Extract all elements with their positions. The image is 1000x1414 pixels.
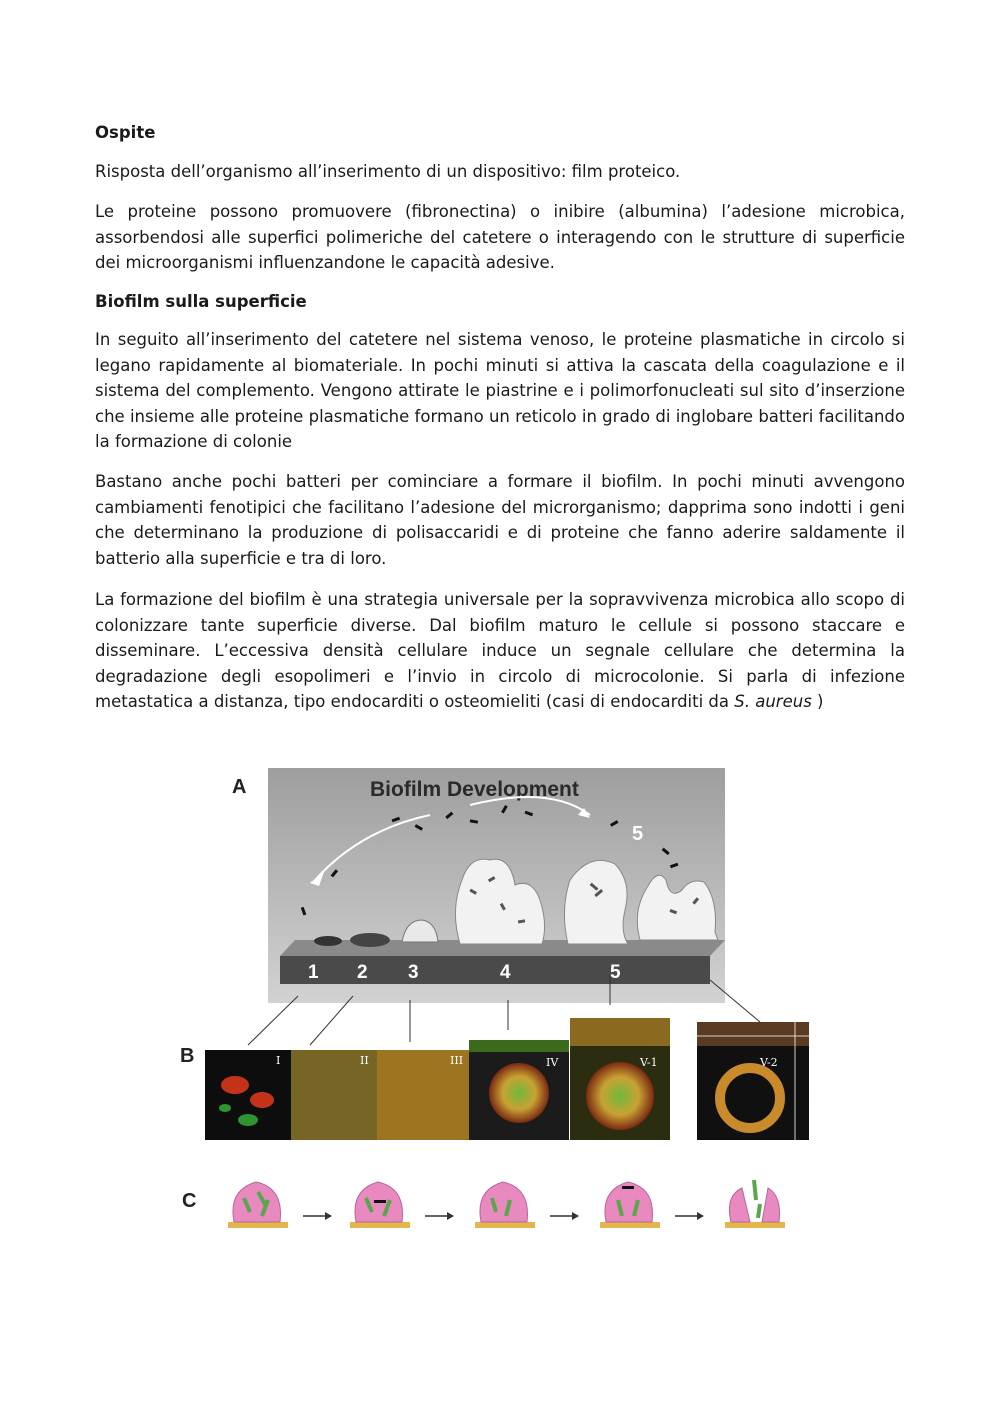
figure-illustration xyxy=(170,760,830,1250)
micro-label-iv: IV xyxy=(546,1056,559,1069)
stage-label-2: 2 xyxy=(357,962,368,983)
dispersal-stage-4 xyxy=(600,1182,660,1228)
paragraph: In seguito all’inserimento del catetere nel sistema venoso, le proteine plasmatiche in circolo si legano rapidamente al biomateriale. In pochi minuti si attiva la cascata della coagulazione e il sistema del complemento. Vengono attirate le piastrine e i polimorfonucleati sul sito d’inserzione che insieme alle proteine plasmatiche formano un reticolo in grado di inglobare batteri facilitando la formazione di colonie xyxy=(95,330,905,451)
biofilm-paragraph-2 xyxy=(95,469,905,571)
paragraph: Le proteine possono promuovere (fibronectina) o inibire (albumina) l’adesione microbica, assorbendosi alle superfici polimeriche del catetere o interagendo con le strutture di superficie dei microorganismi influenzandone le capacità adesive. xyxy=(95,202,905,272)
arrow-head-icon xyxy=(447,1212,454,1220)
paragraph: Bastano anche pochi batteri per cominciare a formare il biofilm. In pochi minuti avvengono cambiamenti fenotipici che facilitano l’adesione del microrganismo; dapprima sono indotti i geni che determinano la produzione di polisaccaridi e di proteine che fanno aderire saldamente il batterio alla superficie e tra di loro. xyxy=(95,472,905,568)
micro-label-v1: V-1 xyxy=(640,1056,658,1069)
panel-letter-b: B xyxy=(180,1045,195,1067)
colony-stage-2 xyxy=(350,933,390,947)
stage-label-4: 4 xyxy=(500,962,511,983)
host-paragraph-2 xyxy=(95,199,905,276)
stage-label-5-top: 5 xyxy=(632,823,644,845)
micro-label-iii: III xyxy=(450,1054,464,1067)
micro-label-v2: V-2 xyxy=(760,1056,778,1069)
biofilm-development-figure xyxy=(170,760,830,1250)
arrow-head-icon xyxy=(325,1212,332,1220)
section-heading-biofilm: Biofilm sulla superficie xyxy=(95,292,307,311)
dispersal-stage-3 xyxy=(475,1182,535,1228)
platform xyxy=(280,956,710,984)
panel-letter-a: A xyxy=(232,776,247,798)
paragraph-text-end: ) xyxy=(811,692,824,711)
biofilm-paragraph-3 xyxy=(95,587,905,715)
micro-label-ii: II xyxy=(360,1054,369,1067)
arrow-head-icon xyxy=(697,1212,704,1220)
host-section xyxy=(95,120,905,146)
biofilm-section xyxy=(95,289,905,315)
stage-label-5: 5 xyxy=(610,962,621,983)
stage-label-1: 1 xyxy=(308,962,319,983)
panel-c xyxy=(228,1180,785,1228)
biofilm-paragraph-1 xyxy=(95,327,905,455)
host-paragraph-1 xyxy=(95,159,905,185)
figure-title: Biofilm Development xyxy=(370,778,579,801)
paragraph: Risposta dell’organismo all’inserimento di un dispositivo: film proteico. xyxy=(95,162,681,181)
panel-a xyxy=(248,768,760,1045)
micro-label-i: I xyxy=(276,1054,281,1067)
paragraph-text: La formazione del biofilm è una strategia universale per la sopravvivenza microbica allo scopo di colonizzare tante superficie diverse. Dal biofilm maturo le cellule si possono staccare e disseminare. L’eccessiva densità cellulare induce un segnale cellulare che determina la degradazione degli esopolimeri e l’invio in circolo di microcolonie. Si parla di infezione metastatica a distanza, tipo endocarditi o osteomieliti (casi di endocarditi da xyxy=(95,590,905,711)
dispersal-stage-5 xyxy=(725,1180,785,1228)
dispersal-stage-1 xyxy=(228,1182,288,1228)
species-name: S. aureus xyxy=(734,692,812,711)
arrow-head-icon xyxy=(572,1212,579,1220)
panel-b xyxy=(205,1018,810,1140)
stage-label-3: 3 xyxy=(408,962,419,983)
panel-letter-c: C xyxy=(182,1190,197,1212)
dispersal-stage-2 xyxy=(350,1182,410,1228)
colony-stage-1 xyxy=(314,936,342,946)
section-heading-ospite: Ospite xyxy=(95,123,156,142)
paragraph xyxy=(95,587,905,715)
